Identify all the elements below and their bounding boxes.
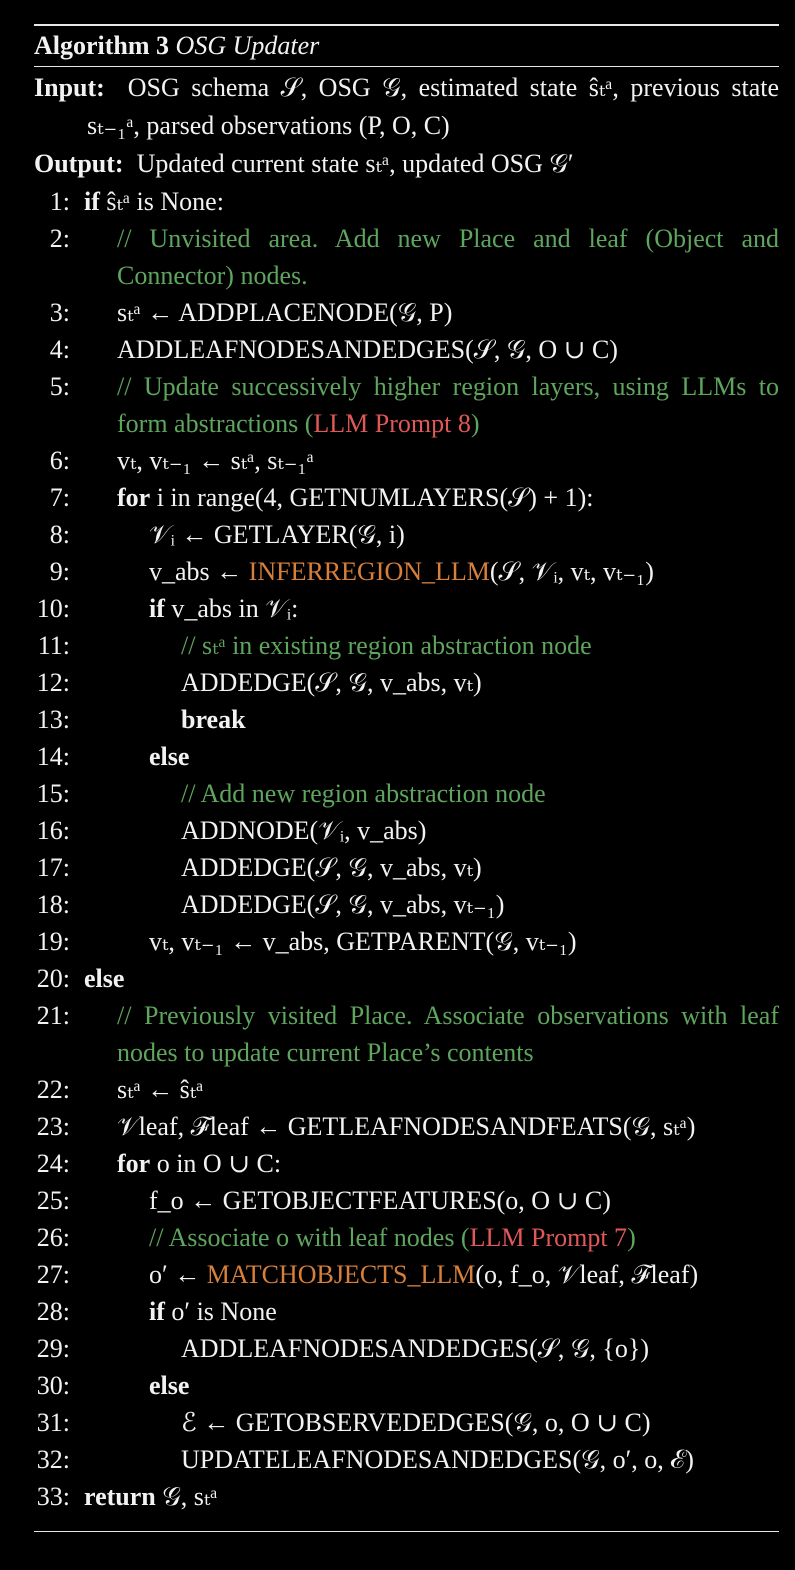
keyword: else	[149, 1371, 190, 1400]
line-number: 21:	[36, 1001, 70, 1030]
line-number: 14:	[36, 742, 70, 771]
keyword: break	[181, 705, 246, 734]
line-text: o′ ← MATCHOBJECTS_LLM(o, f_o, 𝒱leaf, ℱleaf)	[149, 1260, 699, 1289]
algorithm-label: Algorithm 3	[34, 31, 170, 60]
line-text: sₜᵃ ← ŝₜᵃ	[117, 1075, 204, 1104]
line-number: 2:	[49, 224, 70, 253]
line-number: 28:	[36, 1297, 70, 1326]
input-spec	[34, 69, 779, 145]
line-text: for o in O ∪ C:	[117, 1149, 282, 1178]
line-number: 17:	[36, 853, 70, 882]
algorithm-line	[34, 479, 779, 516]
line-text: ADDEDGE(𝒮, 𝒢, v_abs, vₜ)	[181, 853, 482, 882]
algorithm-line	[34, 1108, 779, 1145]
line-text: for i in range(4, GETNUMLAYERS(𝒮) + 1):	[117, 483, 594, 512]
algorithm-line	[34, 738, 779, 775]
algorithm-line	[34, 442, 779, 479]
llm-function: INFERREGION_LLM	[248, 557, 490, 586]
algorithm-line	[34, 1478, 779, 1515]
llm-function: MATCHOBJECTS_LLM	[206, 1260, 476, 1289]
line-text: 𝒱leaf, ℱleaf ← GETLEAFNODESANDFEATS(𝒢, sₜᵃ)	[117, 1112, 696, 1141]
line-text: ADDEDGE(𝒮, 𝒢, v_abs, vₜ₋₁)	[181, 890, 505, 919]
line-number: 30:	[36, 1371, 70, 1400]
line-text: // Previously visited Place. Associate observations with leaf nodes to update current Place’s contents	[117, 1001, 779, 1067]
line-number: 18:	[36, 890, 70, 919]
line-number: 23:	[36, 1112, 70, 1141]
line-number: 25:	[36, 1186, 70, 1215]
input-text: OSG schema 𝒮, OSG 𝒢, estimated state ŝₜᵃ, previous state sₜ₋₁ᵃ, parsed observations (P, O, C)	[87, 73, 780, 140]
algorithm-line	[34, 775, 779, 812]
line-number: 29:	[36, 1334, 70, 1363]
algorithm-line	[34, 1404, 779, 1441]
line-number: 1:	[49, 187, 70, 216]
line-number: 7:	[49, 483, 70, 512]
keyword: return	[84, 1482, 156, 1511]
line-number: 4:	[49, 335, 70, 364]
keyword: if	[149, 1297, 165, 1326]
line-text: 𝒱ᵢ ← GETLAYER(𝒢, i)	[149, 520, 405, 549]
algorithm-line	[34, 701, 779, 738]
line-number: 32:	[36, 1445, 70, 1474]
algorithm-lines	[34, 183, 779, 1515]
algorithm-line	[34, 1330, 779, 1367]
line-text: vₜ, vₜ₋₁ ← v_abs, GETPARENT(𝒢, vₜ₋₁)	[149, 927, 577, 956]
line-number: 9:	[49, 557, 70, 586]
algorithm-line	[34, 1367, 779, 1404]
line-number: 3:	[49, 298, 70, 327]
keyword: if	[84, 187, 100, 216]
line-number: 11:	[37, 631, 70, 660]
algorithm-line	[34, 331, 779, 368]
line-text	[84, 701, 779, 738]
line-number: 26:	[36, 1223, 70, 1252]
keyword: else	[149, 742, 190, 771]
line-text: if v_abs in 𝒱ᵢ:	[149, 594, 299, 623]
algorithm-line	[34, 1256, 779, 1293]
algorithm-line	[34, 812, 779, 849]
line-number: 19:	[36, 927, 70, 956]
algorithm-line	[34, 627, 779, 664]
keyword: else	[84, 964, 125, 993]
output-label: Output:	[34, 149, 124, 178]
bottom-rule	[34, 1531, 779, 1532]
line-text: f_o ← GETOBJECTFEATURES(o, O ∪ C)	[149, 1186, 611, 1215]
algorithm-line	[34, 368, 779, 442]
line-number: 8:	[49, 520, 70, 549]
llm-prompt-ref: LLM Prompt 8	[313, 409, 471, 438]
line-text: if ŝₜᵃ is None:	[84, 187, 224, 216]
algorithm-line	[34, 960, 779, 997]
line-number: 16:	[36, 816, 70, 845]
keyword: if	[149, 594, 165, 623]
line-number: 22:	[36, 1075, 70, 1104]
algorithm-line	[34, 923, 779, 960]
line-number: 31:	[36, 1408, 70, 1437]
line-number: 13:	[36, 705, 70, 734]
algorithm-title	[34, 26, 779, 66]
line-text: return 𝒢, sₜᵃ	[84, 1482, 218, 1511]
line-text: // Add new region abstraction node	[181, 779, 546, 808]
line-text: UPDATELEAFNODESANDEDGES(𝒢, o′, o, ℰ)	[181, 1445, 694, 1474]
line-number: 12:	[36, 668, 70, 697]
algorithm-block	[34, 24, 779, 1515]
line-text: // Update successively higher region layers, using LLMs to form abstractions (LLM Prompt 8)	[117, 372, 779, 438]
line-number: 10:	[36, 594, 70, 623]
line-number: 24:	[36, 1149, 70, 1178]
algorithm-line	[34, 886, 779, 923]
line-text	[84, 738, 779, 775]
algorithm-name: OSG Updater	[175, 31, 320, 60]
line-text	[84, 1367, 779, 1404]
line-text: sₜᵃ ← ADDPLACENODE(𝒢, P)	[117, 298, 453, 327]
algorithm-line	[34, 1071, 779, 1108]
algorithm-line	[34, 294, 779, 331]
line-number: 33:	[36, 1482, 70, 1511]
algorithm-line	[34, 1219, 779, 1256]
line-text: ADDNODE(𝒱ᵢ, v_abs)	[181, 816, 427, 845]
algorithm-line	[34, 997, 779, 1071]
line-text: // Unvisited area. Add new Place and leaf (Object and Connector) nodes.	[117, 224, 779, 290]
input-label: Input:	[34, 73, 105, 102]
keyword: for	[117, 1149, 151, 1178]
line-number: 5:	[49, 372, 70, 401]
line-text: ADDLEAFNODESANDEDGES(𝒮, 𝒢, O ∪ C)	[117, 335, 618, 364]
output-spec	[34, 145, 779, 183]
keyword: for	[117, 483, 151, 512]
llm-prompt-ref: LLM Prompt 7	[469, 1223, 628, 1252]
algorithm-line	[34, 1293, 779, 1330]
line-text: ADDEDGE(𝒮, 𝒢, v_abs, vₜ)	[181, 668, 482, 697]
algorithm-line	[34, 553, 779, 590]
algorithm-line	[34, 1145, 779, 1182]
line-number: 27:	[36, 1260, 70, 1289]
algorithm-line	[34, 849, 779, 886]
algorithm-line	[34, 183, 779, 220]
output-text: Updated current state sₜᵃ, updated OSG 𝒢′	[136, 149, 574, 178]
line-number: 6:	[49, 446, 70, 475]
line-text: v_abs ← INFERREGION_LLM(𝒮, 𝒱ᵢ, vₜ, vₜ₋₁)	[149, 557, 654, 586]
line-text: if o′ is None	[149, 1297, 277, 1326]
algorithm-line	[34, 1182, 779, 1219]
line-text: ADDLEAFNODESANDEDGES(𝒮, 𝒢, {o})	[181, 1334, 650, 1363]
line-text	[84, 960, 779, 997]
line-text: vₜ, vₜ₋₁ ← sₜᵃ, sₜ₋₁ᵃ	[117, 446, 314, 475]
algorithm-line	[34, 664, 779, 701]
algorithm-line	[34, 590, 779, 627]
title-rule	[34, 66, 779, 67]
algorithm-line	[34, 516, 779, 553]
line-text: ℰ ← GETOBSERVEDEDGES(𝒢, o, O ∪ C)	[181, 1408, 651, 1437]
line-text: // sₜᵃ in existing region abstraction node	[181, 631, 592, 660]
line-number: 20:	[36, 964, 70, 993]
line-number: 15:	[36, 779, 70, 808]
algorithm-line	[34, 1441, 779, 1478]
line-text: // Associate o with leaf nodes (LLM Prompt 7)	[149, 1223, 636, 1252]
algorithm-line	[34, 220, 779, 294]
